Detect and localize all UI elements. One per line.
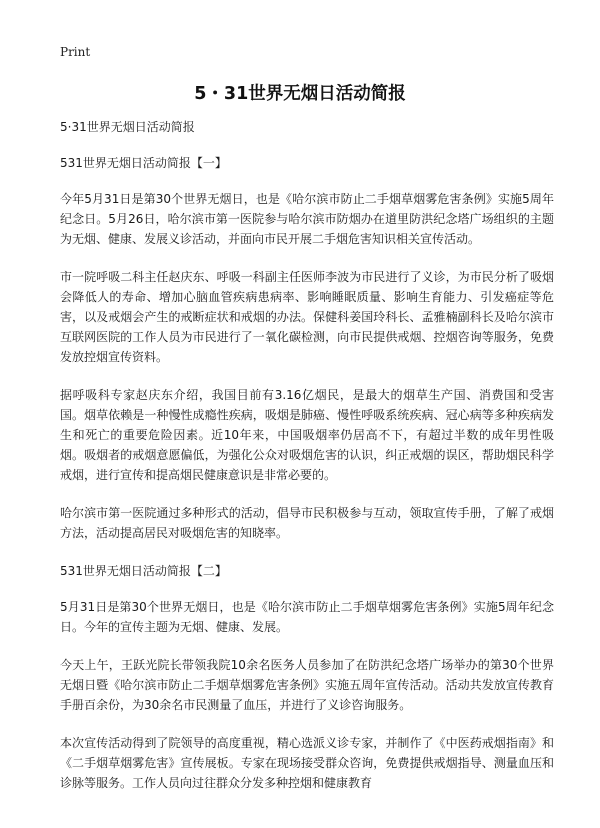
paragraph: 本次宣传活动得到了院领导的高度重视，精心选派义诊专家，并制作了《中医药戒烟指南》和《二手烟草烟雾危害》宣传展板。专家在现场接受群众咨询，免费提供戒烟指导、测量血压和诊脉等服务。工作人员向过往群众分发多种控烟和健康教育: [60, 736, 554, 790]
section-heading-2: 531世界无烟日活动简报【二】: [60, 564, 227, 578]
paragraph: 市一院呼吸二科主任赵庆东、呼吸一科副主任医师李波为市民进行了义诊，为市民分析了吸烟会降低人的寿命、增加心脑血管疾病患病率、影响睡眠质量、影响生育能力、引发癌症等危害，以及戒烟会产生的戒断症状和戒烟的办法。保健科姜国玲科长、孟雅楠副科长及哈尔滨市互联网医院的工作人员为市民进行了一氧化碳检测，向市民提供戒烟、控烟咨询等服务，免费发放控烟宣传资料。: [60, 270, 554, 364]
print-link[interactable]: Print: [60, 45, 91, 59]
paragraph: 据呼吸科专家赵庆东介绍，我国目前有3.16亿烟民，是最大的烟草生产国、消费国和受害国。烟草依赖是一种慢性成瘾性疾病，吸烟是肺癌、慢性呼吸系统疾病、冠心病等多种疾病发生和死亡的重要危险因素。近10年来，中国吸烟率仍居高不下，有超过半数的成年男性吸烟。吸烟者的戒烟意愿偏低，为强化公众对吸烟危害的认识，纠正戒烟的误区，帮助烟民科学戒烟，进行宣传和提高烟民健康意识是非常必要的。: [60, 388, 554, 482]
section-heading-1: 531世界无烟日活动简报【一】: [60, 156, 227, 170]
paragraph: 哈尔滨市第一医院通过多种形式的活动，倡导市民积极参与互动，领取宣传手册，了解了戒烟方法，活动提高居民对吸烟危害的知晓率。: [60, 506, 554, 540]
page-title: 5・31世界无烟日活动简报: [194, 84, 406, 104]
paragraph: 今年5月31日是第30个世界无烟日，也是《哈尔滨市防止二手烟草烟雾危害条例》实施5周年纪念日。5月26日，哈尔滨市第一医院参与哈尔滨市防烟办在道里防洪纪念塔广场组织的主题为无烟、健康、发展义诊活动，并面向市民开展二手烟危害知识相关宣传活动。: [60, 192, 554, 246]
paragraph: 5月31日是第30个世界无烟日，也是《哈尔滨市防止二手烟草烟雾危害条例》实施5周年纪念日。今年的宣传主题为无烟、健康、发展。: [60, 600, 554, 634]
article-subtitle: 5·31世界无烟日活动简报: [60, 120, 195, 134]
paragraph: 今天上午，王跃光院长带领我院10余名医务人员参加了在防洪纪念塔广场举办的第30个世界无烟日暨《哈尔滨市防止二手烟草烟雾危害条例》实施五周年宣传活动。活动共发放宣传教育手册百余份，为30余名市民测量了血压，并进行了义诊咨询服务。: [60, 658, 554, 712]
article-body: [60, 117, 554, 811]
